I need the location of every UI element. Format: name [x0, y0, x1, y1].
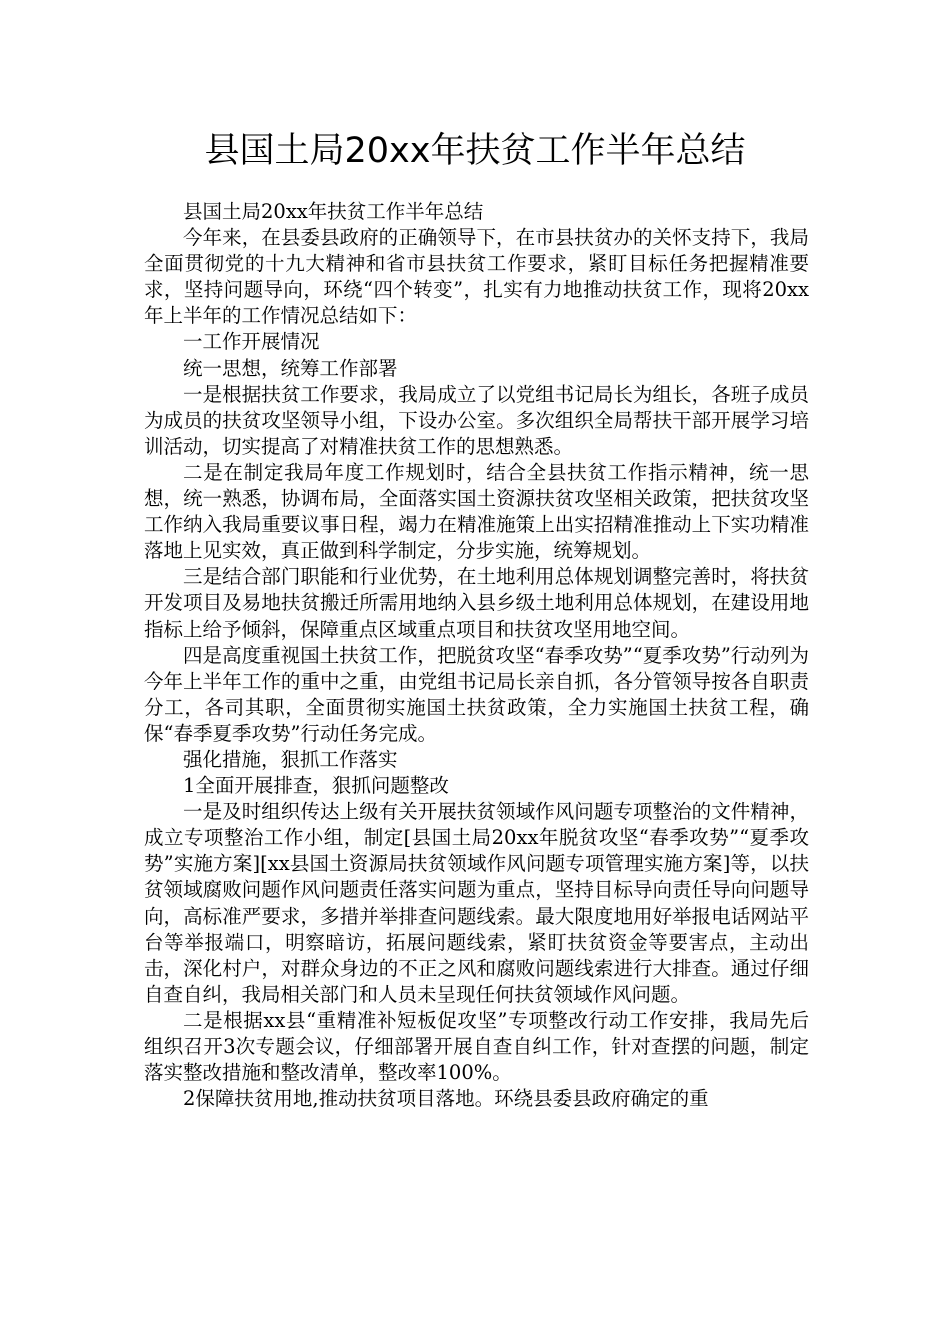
section-heading: 一工作开展情况	[183, 330, 320, 354]
paragraph: 二是在制定我局年度工作规划时，结合全县扶贫工作指示精神，统一思想，统一熟悉，协调布局，全面落实国土资源扶贫攻坚相关政策，把扶贫攻坚工作纳入我局重要议事日程，竭力在精准施策上出实招精准推动上下实功精准落地上见实效，真正做到科学制定，分步实施，统筹规划。	[144, 460, 809, 563]
item-heading: 1全面开展排查，狠抓问题整改	[183, 774, 449, 798]
document-body	[144, 199, 809, 1112]
paragraph: 三是结合部门职能和行业优势，在土地利用总体规划调整完善时，将扶贫开发项目及易地扶贫搬迁所需用地纳入县乡级土地利用总体规划，在建设用地指标上给予倾斜，保障重点区域重点项目和扶贫攻坚用地空间。	[144, 565, 809, 641]
paragraph: 一是及时组织传达上级有关开展扶贫领域作风问题专项整治的文件精神，成立专项整治工作小组，制定[县国土局20xx年脱贫攻坚“春季攻势”“夏季攻势”实施方案][xx县国土资源局扶贫领域作风问题专项管理实施方案]等，以扶贫领域腐败问题作风问题责任落实问题为重点，坚持目标导向责任导向问题导向，高标准严要求，多措并举排查问题线索。最大限度地用好举报电话网站平台等举报端口，明察暗访，拓展问题线索，紧盯扶贫资金等要害点，主动出击，深化村户，对群众身边的不正之风和腐败问题线索进行大排查。通过仔细自查自纠，我局相关部门和人员未呈现任何扶贫领域作风问题。	[144, 800, 809, 1006]
paragraph: 2保障扶贫用地,推动扶贫项目落地。环绕县委县政府确定的重	[183, 1087, 709, 1111]
document-title: 县国土局20xx年扶贫工作半年总结	[204, 131, 746, 171]
paragraph-subtitle: 县国土局20xx年扶贫工作半年总结	[183, 200, 484, 223]
paragraph: 二是根据xx县“重精准补短板促攻坚”专项整改行动工作安排，我局先后组织召开3次专题会议，仔细部署开展自查自纠工作，针对查摆的问题，制定落实整改措施和整改清单，整改率100%。	[144, 1008, 809, 1085]
paragraph: 一是根据扶贫工作要求，我局成立了以党组书记局长为组长，各班子成员为成员的扶贫攻坚领导小组，下设办公室。多次组织全局帮扶干部开展学习培训活动，切实提高了对精准扶贫工作的思想熟悉。	[144, 382, 809, 458]
paragraph: 四是高度重视国土扶贫工作，把脱贫攻坚“春季攻势”“夏季攻势”行动列为今年上半年工作的重中之重，由党组书记局长亲自抓，各分管领导按各自职责分工，各司其职，全面贯彻实施国土扶贫政策，全力实施国土扶贫工程，确保“春季夏季攻势”行动任务完成。	[144, 643, 809, 745]
paragraph-intro: 今年来，在县委县政府的正确领导下，在市县扶贫办的关怀支持下，我局全面贯彻党的十九大精神和省市县扶贫工作要求，紧盯目标任务把握精准要求，坚持问题导向，环绕“四个转变”，扎实有力地推动扶贫工作，现将20xx年上半年的工作情况总结如下：	[144, 226, 809, 328]
subsection-heading: 统一思想，统筹工作部署	[183, 356, 398, 380]
subsection-heading: 强化措施，狠抓工作落实	[183, 747, 398, 771]
